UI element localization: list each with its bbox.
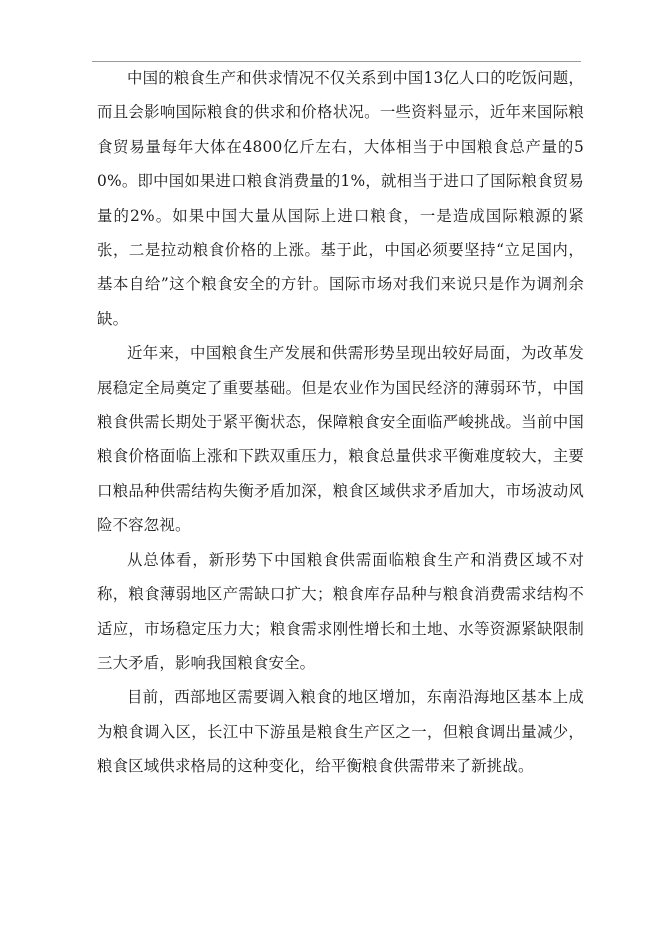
paragraph-2: 近年来，中国粮食生产发展和供需形势呈现出较好局面，为改革发展稳定全局奠定了重要基础。但是农业作为国民经济的薄弱环节，中国粮食供需长期处于紧平衡状态，保障粮食安全面临严峻挑战。当前中国粮食价格面临上涨和下跌双重压力，粮食总量供求平衡难度较大，主要口粮品种供需结构失衡矛盾加深，粮食区域供求矛盾加大，市场波动风险不容忽视。 bbox=[97, 344, 584, 535]
document-body bbox=[97, 61, 584, 784]
paragraph-4: 目前，西部地区需要调入粮食的地区增加，东南沿海地区基本上成为粮食调入区，长江中下游虽是粮食生产区之一，但粮食调出量减少，粮食区域供求格局的这种变化，给平衡粮食供需带来了新挑战。 bbox=[97, 688, 584, 776]
paragraph-1: 中国的粮食生产和供求情况不仅关系到中国13亿人口的吃饭问题，而且会影响国际粮食的供求和价格状况。一些资料显示，近年来国际粮食贸易量每年大体在4800亿斤左右，大体相当于中国粮食总产量的50%。即中国如果进口粮食消费量的1%，就相当于进口了国际粮食贸易量的2%。如果中国大量从国际上进口粮食，一是造成国际粮源的紧张，二是拉动粮食价格的上涨。基于此，中国必须要坚持“立足国内，基本自给”这个粮食安全的方针。国际市场对我们来说只是作为调剂余缺。 bbox=[97, 69, 584, 328]
paragraph-3: 从总体看，新形势下中国粮食供需面临粮食生产和消费区域不对称，粮食薄弱地区产需缺口扩大；粮食库存品种与粮食消费需求结构不适应，市场稳定压力大；粮食需求刚性增长和土地、水等资源紧缺限制三大矛盾，影响我国粮食安全。 bbox=[97, 550, 584, 672]
